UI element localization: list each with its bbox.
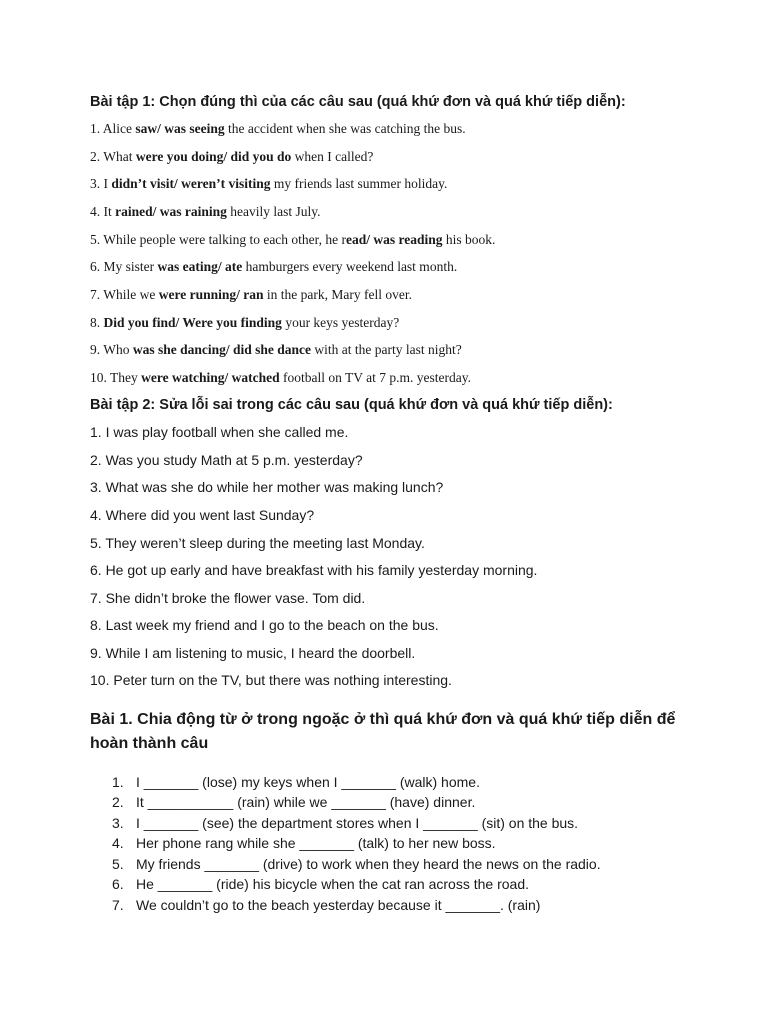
exercise-3-item: 2. It ___________ (rain) while we _______ (have) dinner. [112,794,476,810]
exercise-2-item: 8. Last week my friend and I go to the beach on the bus. [90,617,439,633]
exercise-2-item: 10. Peter turn on the TV, but there was nothing interesting. [90,672,452,688]
exercise-1-item: 1. Alice saw/ was seeing the accident when she was catching the bus. [90,121,466,136]
exercise-1-item: 4. It rained/ was raining heavily last July. [90,204,321,219]
exercise-3-title: Bài 1. Chia động từ ở trong ngoặc ở thì quá khứ đơn và quá khứ tiếp diễn để hoàn thành câu [90,711,676,752]
exercise-2-item: 9. While I am listening to music, I heard the doorbell. [90,645,416,661]
exercise-3-item: 4. Her phone rang while she _______ (talk) to her new boss. [112,835,496,851]
exercise-2-item: 2. Was you study Math at 5 p.m. yesterday? [90,452,363,468]
exercise-1-item: 9. Who was she dancing/ did she dance with at the party last night? [90,342,462,357]
exercise-2-item: 5. They weren’t sleep during the meeting last Monday. [90,535,425,551]
exercise-3-item: 5. My friends _______ (drive) to work when they heard the news on the radio. [112,856,601,872]
exercise-2-item: 1. I was play football when she called me. [90,424,349,440]
exercise-1-item: 10. They were watching/ watched football on TV at 7 p.m. yesterday. [90,370,471,385]
exercise-1-title: Bài tập 1: Chọn đúng thì của các câu sau (quá khứ đơn và quá khứ tiếp diễn): [90,94,626,110]
exercise-1-item: 2. What were you doing/ did you do when I called? [90,149,374,164]
exercise-1-item: 6. My sister was eating/ ate hamburgers every weekend last month. [90,259,458,274]
exercise-2-item: 6. He got up early and have breakfast with his family yesterday morning. [90,562,538,578]
exercise-2-title: Bài tập 2: Sửa lỗi sai trong các câu sau (quá khứ đơn và quá khứ tiếp diễn): [90,397,613,413]
exercise-3-item: 1. I _______ (lose) my keys when I _______ (walk) home. [112,774,480,790]
exercise-1-item: 8. Did you find/ Were you finding your keys yesterday? [90,315,400,330]
exercise-1-item: 3. I didn’t visit/ weren’t visiting my friends last summer holiday. [90,176,448,191]
exercise-3-item: 3. I _______ (see) the department stores when I _______ (sit) on the bus. [112,815,579,831]
exercise-2-item: 7. She didn’t broke the flower vase. Tom did. [90,590,366,606]
exercise-2-item: 3. What was she do while her mother was making lunch? [90,479,444,495]
exercise-2-item: 4. Where did you went last Sunday? [90,507,315,523]
exercise-1-item: 5. While people were talking to each other, he read/ was reading his book. [90,232,496,247]
exercise-1-item: 7. While we were running/ ran in the park, Mary fell over. [90,287,412,302]
exercise-3-item: 6. He _______ (ride) his bicycle when the cat ran across the road. [112,876,529,892]
exercise-3-item: 7. We couldn’t go to the beach yesterday because it _______. (rain) [112,897,541,913]
